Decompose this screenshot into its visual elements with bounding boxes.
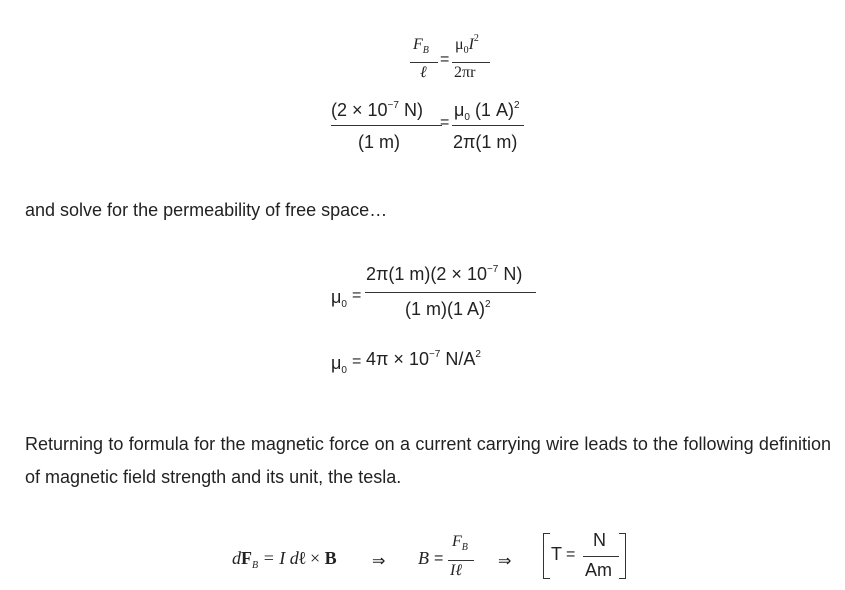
unit-tesla-symbol: T — [551, 544, 562, 564]
eq3-fraction-bar — [365, 292, 536, 293]
eq4-equals: = — [352, 353, 362, 370]
text-solve-permeability: and solve for the permeability of free space… — [25, 200, 388, 220]
eq5-B-symbol: B — [418, 548, 429, 568]
eq3-denominator: (1 m)(1 A)$^2$ — [405, 299, 491, 319]
eq2-rhs-denominator: 2π(1 m) — [453, 132, 518, 152]
eq2-rhs-numerator: $\mu_0$ (1 A)$^2$ — [454, 100, 520, 123]
eq5-frac-numerator: $F_B$ — [452, 533, 468, 553]
eq1-rhs-denominator: 2πr — [454, 64, 476, 81]
unit-denominator: Am — [585, 560, 612, 580]
eq5-implies-arrow-1: ⇒ — [372, 553, 386, 570]
eq5-frac-denominator: Iℓ — [450, 562, 462, 579]
unit-fraction-bar — [583, 556, 619, 557]
eq2-lhs-fraction-bar — [331, 125, 442, 126]
eq2-lhs-numerator: ($2 \times 10^{-7}$ N) — [331, 100, 423, 120]
eq4-rhs: $4\pi \times 10^{-7}$ $N/A^2$ — [366, 349, 481, 369]
eq5-implies-arrow-2: ⇒ — [498, 553, 512, 570]
eq3-equals: = — [352, 287, 362, 304]
eq3-lhs: $\mu_0$ — [331, 287, 347, 310]
eq1-lhs-denominator: ℓ — [420, 64, 427, 81]
eq5-force-element: $dF_B = I$ dℓ × B — [232, 548, 337, 571]
eq2-lhs-denominator: (1 m) — [358, 132, 400, 152]
eq1-rhs-numerator: $\mu_0I^2$ — [455, 33, 479, 56]
eq1-lhs-numerator: $F_B$ — [413, 36, 429, 56]
eq1-equals: = — [440, 51, 450, 68]
eq1-lhs-fraction-bar — [410, 62, 438, 63]
text-magnetic-field-definition: Returning to formula for the magnetic force on a current carrying wire leads to the following definition of magnetic field strength and its unit, the tesla. — [25, 434, 831, 487]
eq5-fraction-bar — [448, 560, 474, 561]
unit-numerator: N — [593, 530, 606, 550]
right-bracket — [619, 533, 626, 579]
eq2-rhs-fraction-bar — [452, 125, 524, 126]
eq3-numerator: 2π(1 $m)(2 \times 10^{-7}$ N) — [366, 264, 523, 284]
eq1-rhs-fraction-bar — [452, 62, 490, 63]
left-bracket — [543, 533, 550, 579]
eq5-equals-3: = — [566, 546, 576, 563]
eq2-equals: = — [440, 114, 450, 131]
eq4-lhs: $\mu_0$ — [331, 353, 347, 376]
eq5-equals-2: = — [434, 550, 444, 567]
